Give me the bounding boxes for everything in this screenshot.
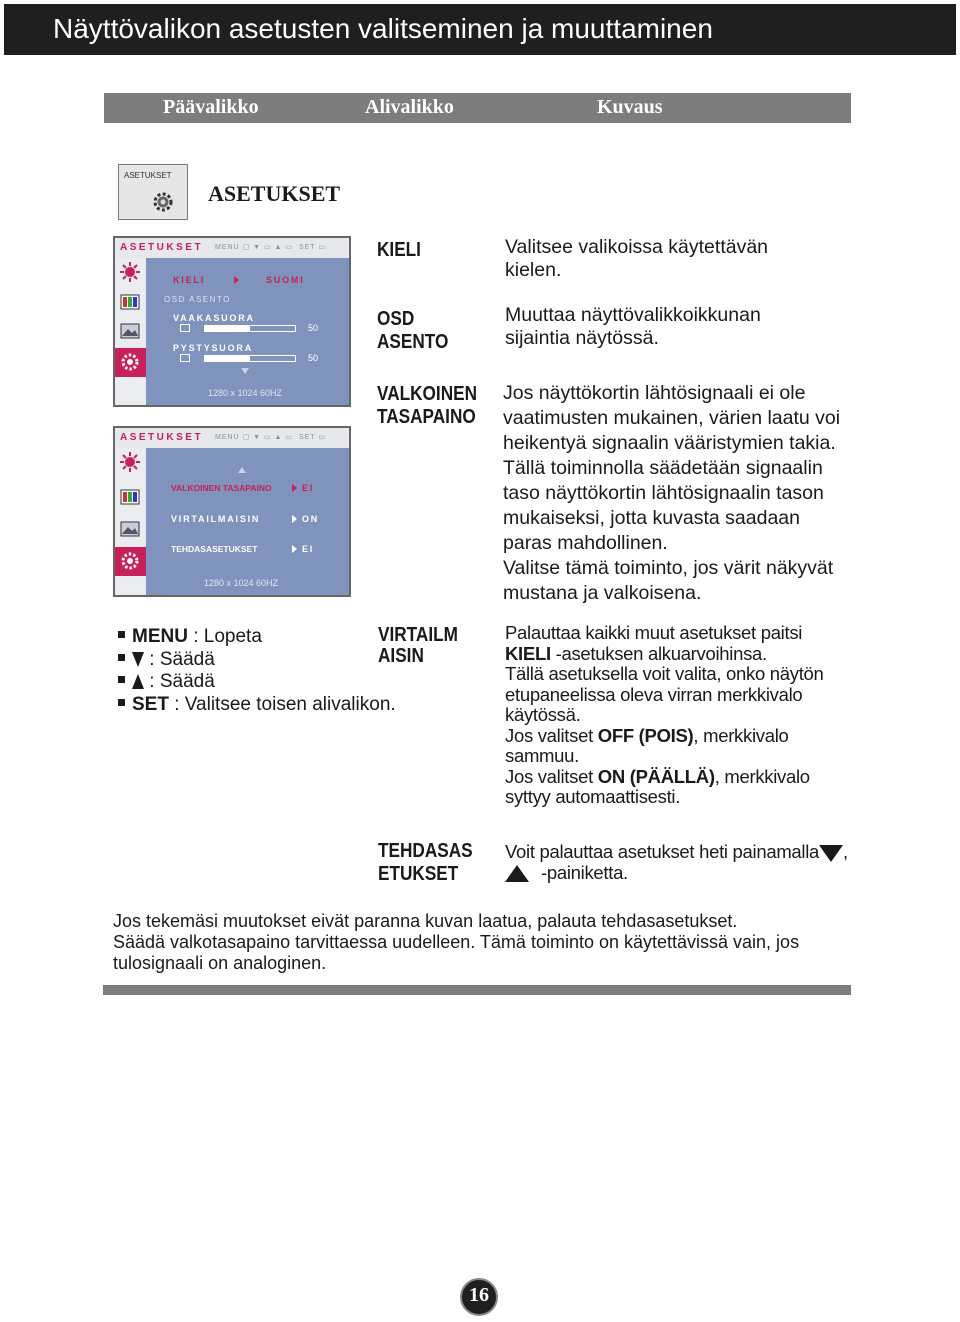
osd-sidebar (115, 448, 146, 595)
legend-up (118, 671, 396, 694)
osd-row-power-indicator: VIRTAILMAISIN (171, 514, 261, 524)
term-line: VALKOINEN (377, 383, 478, 405)
desc-line (505, 644, 824, 665)
term-line: ETUKSET (378, 863, 459, 885)
desc-line: Valitse tämä toiminto, jos värit näkyvät (503, 557, 834, 579)
triangle-up-icon (505, 865, 529, 882)
desc-line: taso näyttökortin lähtösignaalin tason (503, 482, 824, 504)
desc-text: , merkkivalo (693, 724, 789, 746)
term-factory-reset (378, 840, 473, 886)
arrow-right-icon (292, 545, 297, 553)
legend-text: : Säädä (144, 671, 215, 692)
brightness-icon (119, 261, 141, 283)
term-line: ASENTO (377, 331, 449, 353)
desc-line: Jos näyttökortin lähtösignaali ei ole (503, 382, 806, 404)
column-sub-menu: Alivalikko (365, 96, 454, 118)
osd-row-power-indicator-value: ON (302, 514, 320, 524)
osd-button-strip: MENU ▢ ▼ ▭ ▲ ▭ SET ▭ (215, 244, 326, 251)
vertical-value: 50 (308, 353, 319, 363)
osd-title: ASETUKSET (120, 242, 204, 253)
note-line: Säädä valkotasapaino tarvittaessa uudelleen. Tämä toiminto on käytettävissä vain, jos (113, 932, 800, 952)
color-bars-icon (119, 486, 141, 508)
desc-line: Valitsee valikoissa käytettävän (505, 236, 769, 258)
color-bars-icon (119, 291, 141, 313)
term-line: TEHDASAS (378, 840, 473, 862)
desc-line: sammuu. (505, 745, 579, 766)
section-title: ASETUKSET (208, 181, 341, 206)
horizontal-slider-fill (205, 326, 250, 331)
desc-line: Muuttaa näyttövalikkoikkunan (505, 304, 761, 326)
desc-line: vaatimusten mukainen, värien laatu voi (503, 407, 841, 429)
term-line: OSD (377, 308, 415, 330)
legend-text: : Lopeta (187, 626, 262, 647)
osd-row-factory-reset: TEHDASASETUKSET (171, 544, 258, 554)
bullet-icon (118, 676, 125, 683)
osd-panel-settings (113, 236, 351, 407)
triangle-up-icon (132, 674, 144, 689)
bullet-icon (118, 631, 125, 638)
legend-text: : Säädä (144, 648, 215, 670)
desc-line: käytössä. (505, 704, 581, 725)
column-description: Kuvaus (597, 96, 663, 118)
triangle-down-icon (132, 652, 144, 667)
osd-set-label: SET (298, 434, 316, 441)
horizontal-slider (204, 325, 296, 332)
arrow-right-icon (292, 515, 297, 523)
desc-text: Jos valitset (505, 724, 598, 746)
term-power-indicator (378, 625, 458, 667)
legend-menu (118, 626, 396, 649)
page-number: 16 (469, 1284, 489, 1306)
desc-text: -asetuksen alkuarvoihinsa. (550, 642, 767, 664)
column-main-menu: Päävalikko (163, 96, 259, 118)
vertical-position-icon (180, 354, 190, 362)
bullet-icon (118, 654, 125, 661)
arrow-right-icon (234, 276, 239, 284)
desc-line: kielen. (505, 259, 562, 281)
brightness-icon (119, 451, 141, 473)
desc-line: paras mahdollinen. (503, 532, 668, 554)
desc-line (505, 767, 824, 788)
desc-line: Tällä toiminnolla säädetään signaalin (503, 457, 823, 479)
legend-key: SET (132, 693, 169, 715)
page-title: Näyttövalikon asetusten valitseminen ja muuttaminen (53, 13, 713, 44)
legend-text: : Valitsee toisen alivalikon. (168, 693, 396, 715)
picture-icon (119, 320, 141, 342)
desc-white-balance (503, 381, 840, 606)
osd-row-white-balance-value: EI (302, 483, 315, 493)
note-line: Jos tekemäsi muutokset eivät paranna kuvan laatua, palauta tehdasasetukset. (113, 911, 738, 931)
term-language: KIELI (377, 239, 421, 261)
desc-power-indicator (505, 623, 824, 808)
desc-line (505, 726, 824, 747)
osd-main-area (146, 448, 349, 595)
desc-line (505, 863, 848, 884)
osd-resolution: 1280 x 1024 60HZ (204, 578, 279, 588)
osd-sidebar (115, 258, 146, 405)
scroll-up-icon (238, 467, 246, 473)
gear-icon (119, 351, 141, 373)
osd-main-area (146, 258, 349, 405)
vertical-slider-fill (205, 356, 250, 361)
picture-icon (119, 518, 141, 540)
desc-factory-reset (505, 842, 848, 883)
desc-line: sijaintia näytössä. (505, 327, 659, 349)
button-legend (118, 626, 396, 716)
osd-resolution: 1280 x 1024 60HZ (208, 388, 283, 398)
osd-menu-label: MENU (215, 434, 240, 441)
desc-line: Palauttaa kaikki muut asetukset paitsi (505, 622, 803, 643)
desc-bold: KIELI (505, 642, 551, 664)
desc-text: Voit palauttaa asetukset heti painamalla (505, 841, 820, 862)
osd-title: ASETUKSET (120, 432, 204, 443)
arrow-right-icon (292, 484, 297, 492)
term-line: VIRTAILM (378, 624, 458, 646)
triangle-down-icon (819, 845, 843, 862)
osd-panel-settings-2 (113, 426, 351, 597)
bottom-bar (103, 985, 851, 995)
term-white-balance (377, 383, 477, 429)
desc-text: , merkkivalo (714, 765, 810, 787)
menu-icon-label: ASETUKSET (124, 171, 172, 180)
legend-set (118, 694, 396, 717)
osd-button-strip: MENU ▢ ▼ ▭ ▲ ▭ SET ▭ (215, 434, 326, 441)
footnote (113, 911, 799, 974)
legend-down (118, 649, 396, 672)
gear-icon (119, 550, 141, 572)
desc-language (505, 236, 768, 282)
osd-vertical-label: PYSTYSUORA (173, 343, 254, 353)
osd-set-label: SET (298, 244, 316, 251)
desc-line: heikentyä signaalin vääristymien takia. (503, 432, 836, 454)
note-line: tulosignaali on analoginen. (113, 953, 327, 973)
osd-horizontal-label: VAAKASUORA (173, 313, 255, 323)
term-line: TASAPAINO (377, 406, 476, 428)
osd-header (115, 238, 349, 258)
osd-position-label: OSD ASENTO (164, 295, 231, 304)
osd-row-factory-reset-value: EI (302, 544, 315, 554)
term-line: AISIN (378, 645, 424, 667)
desc-text: -painiketta. (541, 861, 628, 883)
desc-bold: ON (PÄÄLLÄ) (597, 765, 715, 787)
osd-menu-label: MENU (215, 244, 240, 251)
desc-osd-position (505, 304, 761, 350)
osd-language-label: KIELI (173, 275, 206, 285)
desc-line: etupaneelissa oleva virran merkkivalo (505, 683, 803, 705)
desc-text: Jos valitset (505, 765, 598, 787)
desc-line (505, 842, 848, 863)
vertical-slider (204, 355, 296, 362)
scroll-down-icon (241, 368, 249, 374)
gear-icon (150, 189, 176, 215)
desc-line: Tällä asetuksella voit valita, onko näytön (505, 663, 824, 684)
horizontal-value: 50 (308, 323, 319, 333)
term-osd-position (377, 308, 448, 354)
desc-text: , (843, 841, 848, 862)
osd-row-white-balance: VALKOINEN TASAPAINO (171, 483, 272, 493)
osd-header (115, 428, 349, 448)
desc-line: syttyy automaattisesti. (505, 786, 681, 807)
osd-language-value: SUOMI (266, 275, 305, 285)
horizontal-position-icon (180, 324, 190, 332)
legend-key: MENU (132, 626, 188, 647)
desc-line: mukaiseksi, jotta kuvasta saadaan (503, 507, 800, 529)
bullet-icon (118, 699, 125, 706)
desc-line: mustana ja valkoisena. (503, 582, 702, 604)
desc-bold: OFF (POIS) (597, 724, 694, 746)
